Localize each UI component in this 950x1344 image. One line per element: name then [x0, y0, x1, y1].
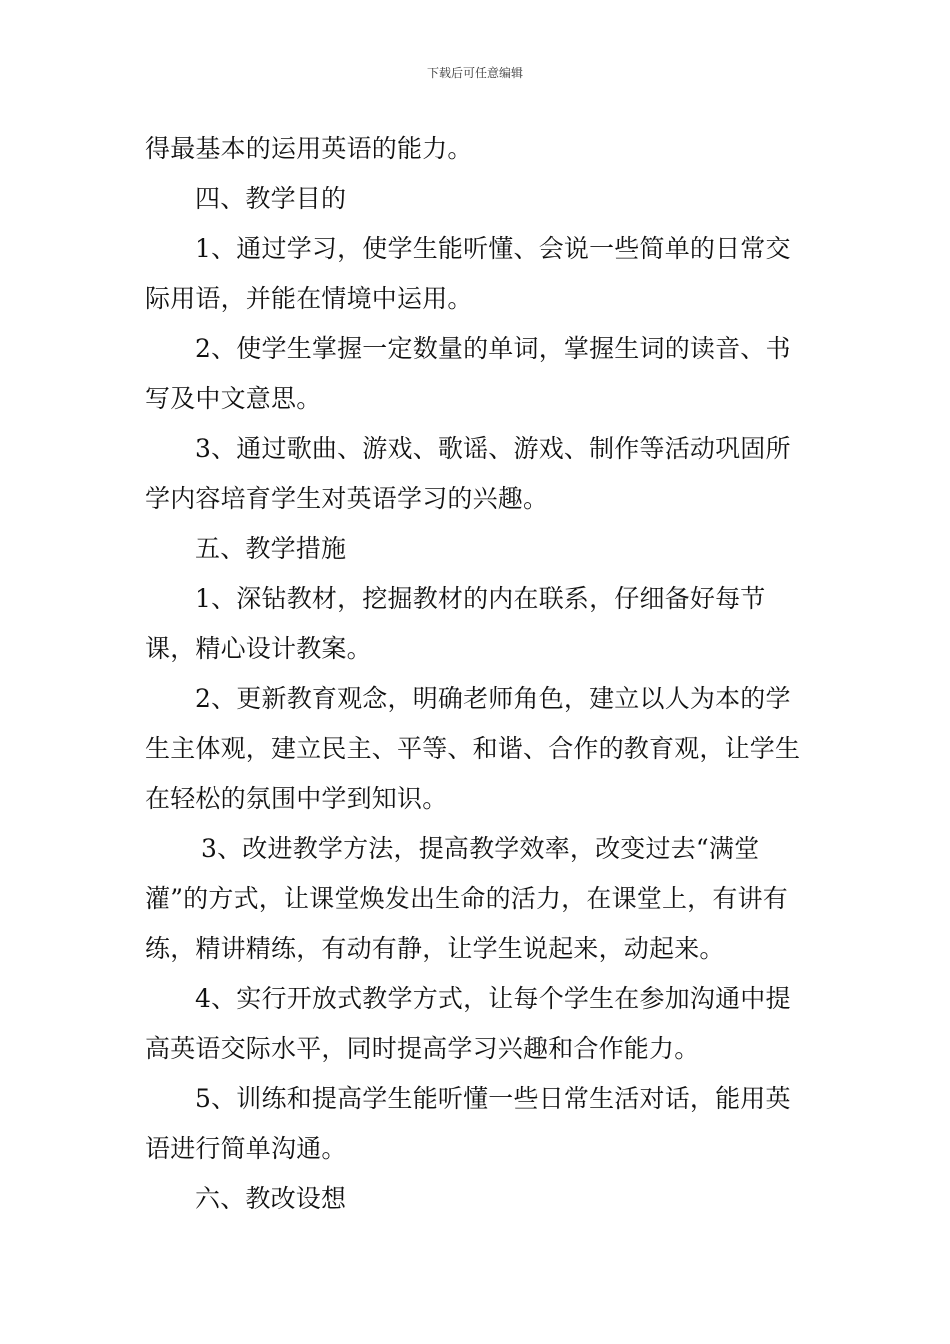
measure-item-5: 5、训练和提高学生能听懂一些日常生活对话，能用英语进行简单沟通。	[145, 1084, 791, 1163]
goal-item-3: 3、通过歌曲、游戏、歌谣、游戏、制作等活动巩固所学内容培育学生对英语学习的兴趣。	[145, 434, 791, 513]
section-heading-teaching-goals: 四、教学目的	[195, 184, 347, 213]
section-heading-reform-ideas: 六、教改设想	[195, 1184, 347, 1213]
section-heading-teaching-measures: 五、教学措施	[195, 534, 347, 563]
measure-item-3: 3、改进教学方法，提高教学效率，改变过去“满堂灌”的方式，让课堂焕发出生命的活力，在课堂上，有讲有练，精讲精练，有动有静，让学生说起来，动起来。	[145, 834, 788, 963]
page-header-note: 下载后可任意编辑	[426, 66, 523, 80]
measure-item-1: 1、深钻教材，挖掘教材的内在联系，仔细备好每节课，精心设计教案。	[145, 584, 766, 663]
goal-item-2: 2、使学生掌握一定数量的单词，掌握生词的读音、书写及中文意思。	[145, 334, 791, 413]
document-body	[145, 124, 813, 1224]
measure-item-4: 4、实行开放式教学方式，让每个学生在参加沟通中提高英语交际水平，同时提高学习兴趣和合作能力。	[145, 984, 791, 1063]
goal-item-1: 1、通过学习，使学生能听懂、会说一些简单的日常交际用语，并能在情境中运用。	[145, 234, 791, 313]
measure-item-2: 2、更新教育观念，明确老师角色，建立以人为本的学生主体观，建立民主、平等、和谐、合作的教育观，让学生在轻松的氛围中学到知识。	[145, 684, 801, 813]
paragraph-continuation: 得最基本的运用英语的能力。	[145, 134, 473, 163]
